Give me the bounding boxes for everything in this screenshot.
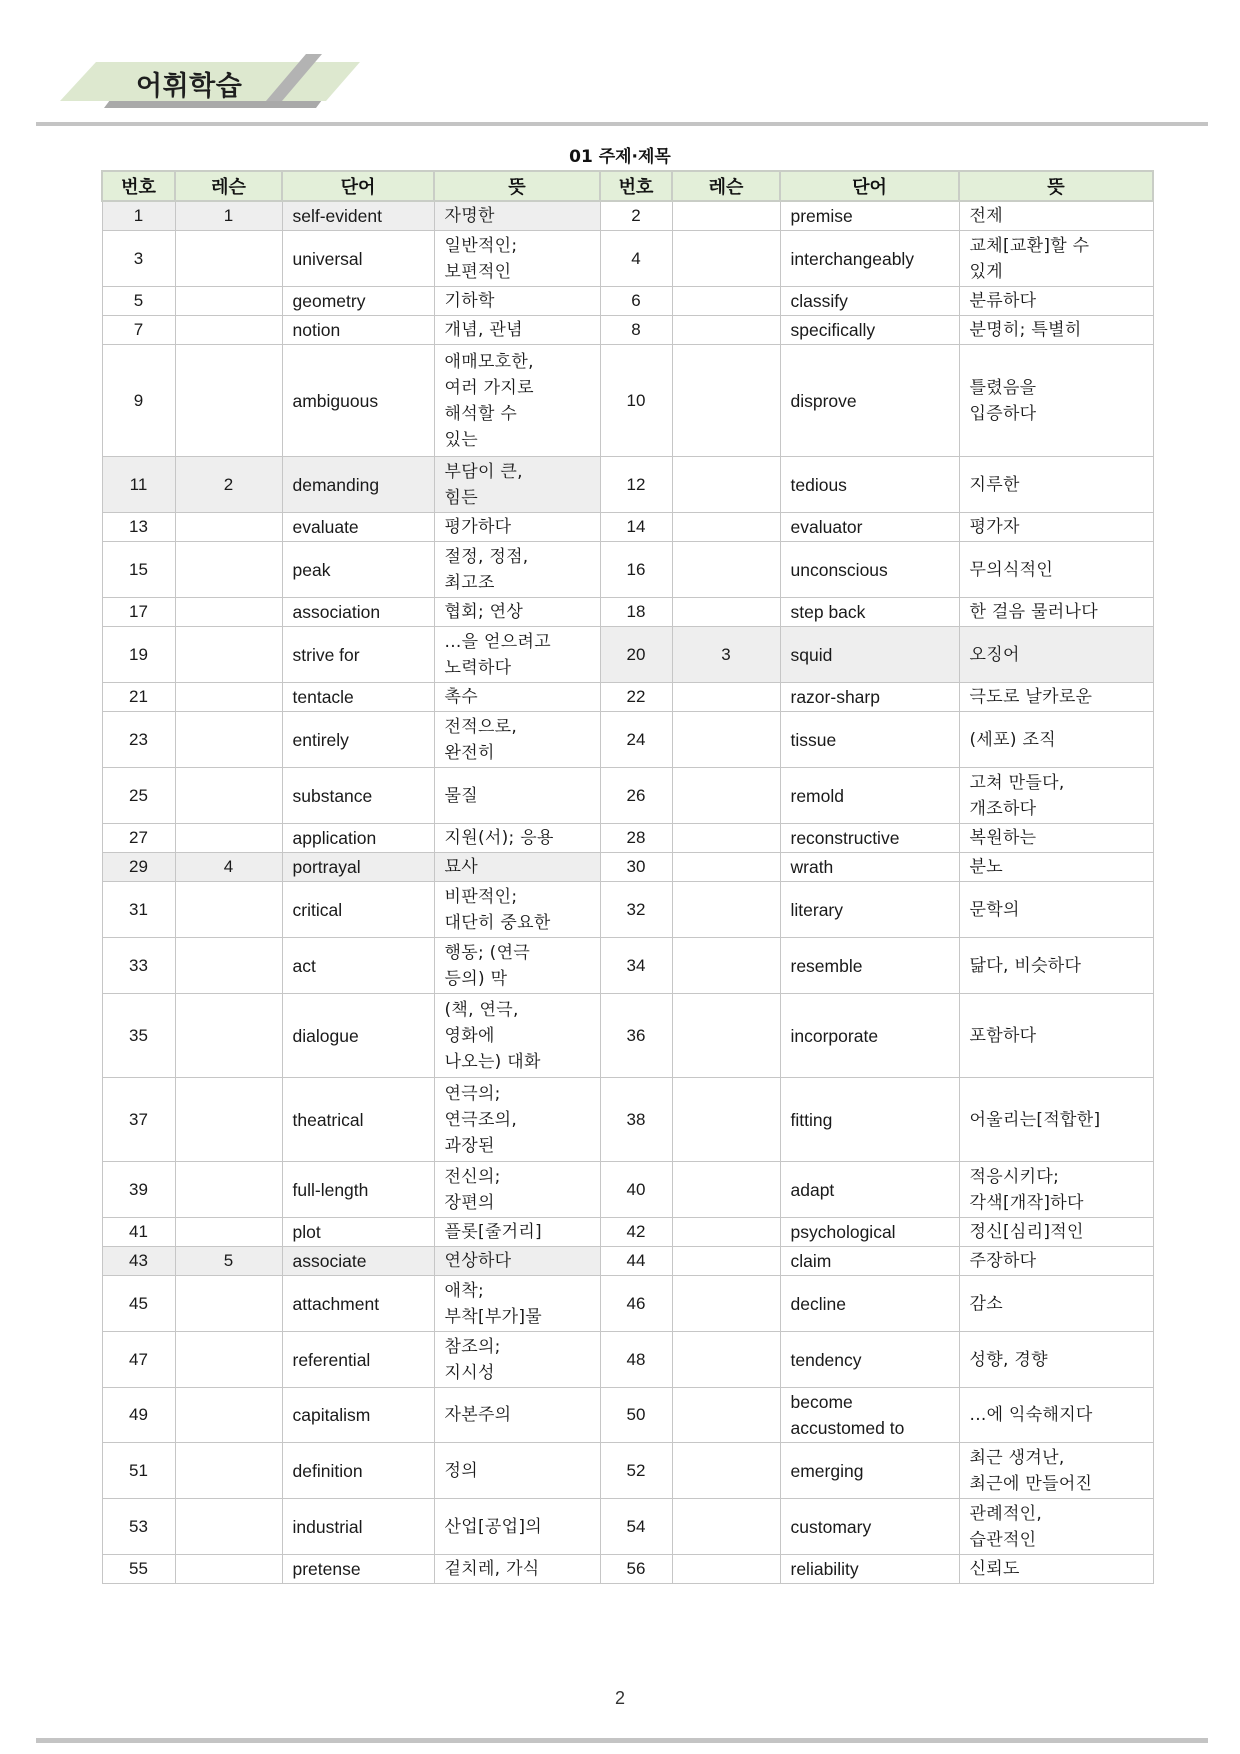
- entry-lesson: [672, 513, 780, 542]
- entry-lesson: [175, 712, 282, 768]
- col-header-lesson: 레슨: [175, 171, 282, 201]
- entry-meaning: 행동; (연극 등의) 막: [434, 938, 600, 994]
- table-row: [102, 1078, 1153, 1162]
- entry-meaning: 극도로 날카로운: [959, 683, 1153, 712]
- entry-word: substance: [282, 768, 434, 824]
- entry-lesson: 1: [175, 201, 282, 231]
- entry-meaning: 닮다, 비슷하다: [959, 938, 1153, 994]
- entry-lesson: [672, 1332, 780, 1388]
- entry-meaning: 자본주의: [434, 1388, 600, 1443]
- table-row: [102, 768, 1153, 824]
- entry-lesson: [672, 1499, 780, 1555]
- entry-word: attachment: [282, 1276, 434, 1332]
- entry-word: decline: [780, 1276, 959, 1332]
- entry-word: entirely: [282, 712, 434, 768]
- entry-word: tissue: [780, 712, 959, 768]
- entry-word: interchangeably: [780, 231, 959, 287]
- entry-meaning: 겉치레, 가식: [434, 1555, 600, 1584]
- table-row: [102, 513, 1153, 542]
- entry-lesson: [672, 1247, 780, 1276]
- table-row: [102, 1443, 1153, 1499]
- col-header-number: 번호: [102, 171, 175, 201]
- entry-number: 49: [102, 1388, 175, 1443]
- entry-word: self-evident: [282, 201, 434, 231]
- entry-meaning: 복원하는: [959, 824, 1153, 853]
- entry-meaning: 정의: [434, 1443, 600, 1499]
- entry-word: geometry: [282, 287, 434, 316]
- entry-word: claim: [780, 1247, 959, 1276]
- entry-lesson: [672, 345, 780, 457]
- entry-number: 45: [102, 1276, 175, 1332]
- entry-number: 27: [102, 824, 175, 853]
- entry-lesson: [175, 345, 282, 457]
- col-header-lesson: 레슨: [672, 171, 780, 201]
- entry-number: 12: [600, 457, 672, 513]
- entry-word: wrath: [780, 853, 959, 882]
- table-row: [102, 712, 1153, 768]
- entry-word: notion: [282, 316, 434, 345]
- entry-meaning: ...을 얻으려고 노력하다: [434, 627, 600, 683]
- table-row: [102, 994, 1153, 1078]
- entry-lesson: 5: [175, 1247, 282, 1276]
- entry-word: peak: [282, 542, 434, 598]
- entry-meaning: 무의식적인: [959, 542, 1153, 598]
- entry-word: premise: [780, 201, 959, 231]
- entry-meaning: 틀렸음을 입증하다: [959, 345, 1153, 457]
- entry-lesson: 4: [175, 853, 282, 882]
- entry-lesson: [175, 1276, 282, 1332]
- entry-lesson: [672, 1078, 780, 1162]
- entry-word: pretense: [282, 1555, 434, 1584]
- table-row: [102, 1332, 1153, 1388]
- col-header-meaning: 뜻: [959, 171, 1153, 201]
- entry-word: emerging: [780, 1443, 959, 1499]
- entry-meaning: 오징어: [959, 627, 1153, 683]
- entry-word: reliability: [780, 1555, 959, 1584]
- entry-lesson: [175, 1388, 282, 1443]
- entry-word: critical: [282, 882, 434, 938]
- section-title: 01 주제·제목: [569, 147, 671, 167]
- entry-number: 1: [102, 201, 175, 231]
- entry-word: application: [282, 824, 434, 853]
- entry-word: dialogue: [282, 994, 434, 1078]
- entry-meaning: 연상하다: [434, 1247, 600, 1276]
- entry-lesson: [672, 201, 780, 231]
- entry-meaning: 애매모호한, 여러 가지로 해석할 수 있는: [434, 345, 600, 457]
- entry-lesson: [175, 1555, 282, 1584]
- entry-lesson: [175, 1499, 282, 1555]
- entry-number: 38: [600, 1078, 672, 1162]
- entry-number: 9: [102, 345, 175, 457]
- entry-meaning: 주장하다: [959, 1247, 1153, 1276]
- entry-word: step back: [780, 598, 959, 627]
- table-header: [102, 171, 1153, 201]
- entry-number: 44: [600, 1247, 672, 1276]
- entry-number: 53: [102, 1499, 175, 1555]
- entry-word: adapt: [780, 1162, 959, 1218]
- entry-meaning: 고쳐 만들다, 개조하다: [959, 768, 1153, 824]
- entry-number: 33: [102, 938, 175, 994]
- entry-number: 16: [600, 542, 672, 598]
- entry-meaning: 연극의; 연극조의, 과장된: [434, 1078, 600, 1162]
- entry-lesson: [672, 768, 780, 824]
- entry-lesson: [175, 627, 282, 683]
- entry-number: 41: [102, 1218, 175, 1247]
- entry-word: theatrical: [282, 1078, 434, 1162]
- entry-lesson: [175, 598, 282, 627]
- table-row: [102, 287, 1153, 316]
- entry-word: referential: [282, 1332, 434, 1388]
- entry-meaning: (책, 연극, 영화에 나오는) 대화: [434, 994, 600, 1078]
- entry-word: full-length: [282, 1162, 434, 1218]
- table-row: [102, 824, 1153, 853]
- table-row: [102, 1162, 1153, 1218]
- entry-meaning: 신뢰도: [959, 1555, 1153, 1584]
- entry-meaning: 평가하다: [434, 513, 600, 542]
- entry-meaning: 비판적인; 대단히 중요한: [434, 882, 600, 938]
- entry-number: 19: [102, 627, 175, 683]
- entry-number: 23: [102, 712, 175, 768]
- entry-number: 40: [600, 1162, 672, 1218]
- entry-lesson: [672, 1443, 780, 1499]
- entry-meaning: ...에 익숙해지다: [959, 1388, 1153, 1443]
- entry-meaning: 전제: [959, 201, 1153, 231]
- entry-meaning: 일반적인; 보편적인: [434, 231, 600, 287]
- entry-number: 5: [102, 287, 175, 316]
- entry-lesson: [672, 1276, 780, 1332]
- entry-lesson: [672, 598, 780, 627]
- entry-number: 31: [102, 882, 175, 938]
- entry-word: remold: [780, 768, 959, 824]
- entry-lesson: [672, 712, 780, 768]
- entry-word: ambiguous: [282, 345, 434, 457]
- entry-meaning: 분류하다: [959, 287, 1153, 316]
- entry-number: 26: [600, 768, 672, 824]
- entry-lesson: [175, 938, 282, 994]
- table-row: [102, 1388, 1153, 1443]
- entry-number: 11: [102, 457, 175, 513]
- entry-word: fitting: [780, 1078, 959, 1162]
- entry-word: specifically: [780, 316, 959, 345]
- entry-number: 3: [102, 231, 175, 287]
- entry-word: resemble: [780, 938, 959, 994]
- entry-number: 13: [102, 513, 175, 542]
- entry-word: psychological: [780, 1218, 959, 1247]
- entry-meaning: 적응시키다; 각색[개작]하다: [959, 1162, 1153, 1218]
- vocab-table: [101, 170, 1154, 1584]
- entry-number: 7: [102, 316, 175, 345]
- entry-lesson: [672, 824, 780, 853]
- entry-word: classify: [780, 287, 959, 316]
- entry-word: unconscious: [780, 542, 959, 598]
- entry-word: razor-sharp: [780, 683, 959, 712]
- entry-word: tendency: [780, 1332, 959, 1388]
- entry-meaning: 지루한: [959, 457, 1153, 513]
- entry-number: 17: [102, 598, 175, 627]
- entry-lesson: [672, 683, 780, 712]
- entry-meaning: 플롯[줄거리]: [434, 1218, 600, 1247]
- table-row: [102, 683, 1153, 712]
- entry-lesson: [672, 316, 780, 345]
- entry-meaning: 산업[공업]의: [434, 1499, 600, 1555]
- table-body: [102, 201, 1153, 1584]
- col-header-number: 번호: [600, 171, 672, 201]
- entry-word: evaluate: [282, 513, 434, 542]
- table-row: [102, 201, 1153, 231]
- entry-meaning: 포함하다: [959, 994, 1153, 1078]
- entry-word: associate: [282, 1247, 434, 1276]
- entry-lesson: [672, 994, 780, 1078]
- entry-meaning: 촉수: [434, 683, 600, 712]
- table-row: [102, 1276, 1153, 1332]
- entry-meaning: 물질: [434, 768, 600, 824]
- entry-lesson: [672, 1555, 780, 1584]
- entry-meaning: 전적으로, 완전히: [434, 712, 600, 768]
- table-row: [102, 627, 1153, 683]
- table-row: [102, 853, 1153, 882]
- entry-number: 10: [600, 345, 672, 457]
- entry-word: tentacle: [282, 683, 434, 712]
- entry-number: 14: [600, 513, 672, 542]
- header-banner: [60, 54, 380, 114]
- header-divider: [36, 122, 1208, 126]
- entry-word: strive for: [282, 627, 434, 683]
- entry-word: definition: [282, 1443, 434, 1499]
- entry-lesson: [175, 1332, 282, 1388]
- entry-meaning: 성향, 경향: [959, 1332, 1153, 1388]
- table-row: [102, 542, 1153, 598]
- entry-number: 51: [102, 1443, 175, 1499]
- header-title: 어휘학습: [136, 71, 243, 102]
- entry-lesson: [672, 542, 780, 598]
- entry-meaning: 최근 생겨난, 최근에 만들어진: [959, 1443, 1153, 1499]
- entry-number: 54: [600, 1499, 672, 1555]
- entry-number: 46: [600, 1276, 672, 1332]
- entry-lesson: [175, 994, 282, 1078]
- entry-meaning: 관례적인, 습관적인: [959, 1499, 1153, 1555]
- entry-word: reconstructive: [780, 824, 959, 853]
- table-row: [102, 231, 1153, 287]
- entry-number: 39: [102, 1162, 175, 1218]
- table-row: [102, 1247, 1153, 1276]
- entry-meaning: 분노: [959, 853, 1153, 882]
- entry-lesson: 2: [175, 457, 282, 513]
- entry-meaning: 전신의; 장편의: [434, 1162, 600, 1218]
- entry-meaning: 부담이 큰, 힘든: [434, 457, 600, 513]
- entry-number: 18: [600, 598, 672, 627]
- table-row: [102, 1218, 1153, 1247]
- entry-word: association: [282, 598, 434, 627]
- entry-meaning: 분명히; 특별히: [959, 316, 1153, 345]
- entry-lesson: [175, 287, 282, 316]
- entry-word: evaluator: [780, 513, 959, 542]
- entry-meaning: 어울리는[적합한]: [959, 1078, 1153, 1162]
- entry-lesson: [672, 938, 780, 994]
- entry-lesson: [672, 231, 780, 287]
- entry-number: 8: [600, 316, 672, 345]
- entry-word: demanding: [282, 457, 434, 513]
- entry-word: portrayal: [282, 853, 434, 882]
- entry-word: disprove: [780, 345, 959, 457]
- entry-lesson: [672, 287, 780, 316]
- entry-number: 37: [102, 1078, 175, 1162]
- entry-word: incorporate: [780, 994, 959, 1078]
- entry-lesson: [672, 1388, 780, 1443]
- table-row: [102, 1499, 1153, 1555]
- col-header-word: 단어: [282, 171, 434, 201]
- entry-lesson: [672, 882, 780, 938]
- entry-meaning: 참조의; 지시성: [434, 1332, 600, 1388]
- entry-lesson: [175, 1218, 282, 1247]
- entry-number: 50: [600, 1388, 672, 1443]
- entry-meaning: 정신[심리]적인: [959, 1218, 1153, 1247]
- entry-word: literary: [780, 882, 959, 938]
- col-header-meaning: 뜻: [434, 171, 600, 201]
- entry-number: 2: [600, 201, 672, 231]
- entry-lesson: [672, 1162, 780, 1218]
- entry-lesson: [175, 1078, 282, 1162]
- col-header-word: 단어: [780, 171, 959, 201]
- entry-word: squid: [780, 627, 959, 683]
- entry-meaning: 절정, 정점, 최고조: [434, 542, 600, 598]
- entry-number: 32: [600, 882, 672, 938]
- entry-word: customary: [780, 1499, 959, 1555]
- entry-number: 29: [102, 853, 175, 882]
- entry-lesson: [175, 513, 282, 542]
- entry-lesson: [672, 457, 780, 513]
- entry-number: 20: [600, 627, 672, 683]
- entry-lesson: [175, 882, 282, 938]
- entry-meaning: 묘사: [434, 853, 600, 882]
- entry-number: 52: [600, 1443, 672, 1499]
- entry-number: 15: [102, 542, 175, 598]
- entry-meaning: 교체[교환]할 수 있게: [959, 231, 1153, 287]
- entry-lesson: [175, 231, 282, 287]
- entry-meaning: 한 걸음 물러나다: [959, 598, 1153, 627]
- entry-meaning: 자명한: [434, 201, 600, 231]
- entry-number: 30: [600, 853, 672, 882]
- entry-lesson: [175, 316, 282, 345]
- entry-meaning: 애착; 부착[부가]물: [434, 1276, 600, 1332]
- entry-number: 35: [102, 994, 175, 1078]
- entry-number: 22: [600, 683, 672, 712]
- entry-meaning: 개념, 관념: [434, 316, 600, 345]
- table-row: [102, 598, 1153, 627]
- header-row: [102, 171, 1153, 201]
- entry-word: universal: [282, 231, 434, 287]
- entry-number: 6: [600, 287, 672, 316]
- entry-number: 21: [102, 683, 175, 712]
- entry-meaning: 지원(서); 응용: [434, 824, 600, 853]
- entry-number: 56: [600, 1555, 672, 1584]
- entry-lesson: [175, 824, 282, 853]
- entry-meaning: 협회; 연상: [434, 598, 600, 627]
- entry-number: 47: [102, 1332, 175, 1388]
- entry-lesson: [175, 768, 282, 824]
- entry-meaning: 감소: [959, 1276, 1153, 1332]
- entry-lesson: [672, 853, 780, 882]
- entry-number: 4: [600, 231, 672, 287]
- entry-number: 55: [102, 1555, 175, 1584]
- entry-number: 36: [600, 994, 672, 1078]
- entry-lesson: [175, 683, 282, 712]
- table-row: [102, 316, 1153, 345]
- entry-word: industrial: [282, 1499, 434, 1555]
- entry-lesson: [672, 1218, 780, 1247]
- page-number: 2: [614, 1688, 625, 1708]
- table-row: [102, 938, 1153, 994]
- entry-word: capitalism: [282, 1388, 434, 1443]
- entry-number: 28: [600, 824, 672, 853]
- table-row: [102, 345, 1153, 457]
- entry-number: 34: [600, 938, 672, 994]
- entry-number: 48: [600, 1332, 672, 1388]
- entry-word: tedious: [780, 457, 959, 513]
- entry-lesson: [175, 542, 282, 598]
- entry-number: 25: [102, 768, 175, 824]
- entry-word: act: [282, 938, 434, 994]
- entry-number: 43: [102, 1247, 175, 1276]
- entry-meaning: 문학의: [959, 882, 1153, 938]
- entry-meaning: 평가자: [959, 513, 1153, 542]
- footer-divider: [36, 1738, 1208, 1743]
- table-row: [102, 882, 1153, 938]
- table-row: [102, 1555, 1153, 1584]
- entry-meaning: (세포) 조직: [959, 712, 1153, 768]
- entry-number: 42: [600, 1218, 672, 1247]
- entry-lesson: 3: [672, 627, 780, 683]
- entry-word: plot: [282, 1218, 434, 1247]
- entry-word: become accustomed to: [780, 1388, 959, 1443]
- entry-lesson: [175, 1443, 282, 1499]
- entry-meaning: 기하학: [434, 287, 600, 316]
- entry-number: 24: [600, 712, 672, 768]
- entry-lesson: [175, 1162, 282, 1218]
- table-row: [102, 457, 1153, 513]
